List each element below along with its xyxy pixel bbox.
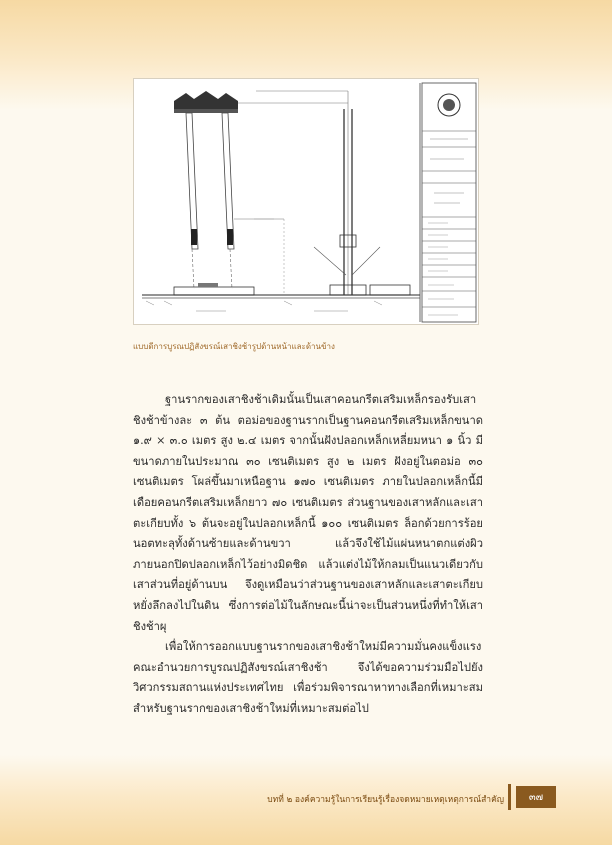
chapter-footer: บทที่ ๒ องค์ความรู้ในการเรียนรู้เรื่องจดหมายเหตุเหตุการณ์สำคัญ xyxy=(267,795,504,805)
figure-caption: แบบดีการบูรณปฏิสังขรณ์เสาชิงช้ารูปด้านหน้าและด้านข้าง xyxy=(133,342,335,351)
page-number: ๓๗ xyxy=(516,786,556,808)
architectural-drawing xyxy=(133,78,479,325)
paragraph-2: เพื่อให้การออกแบบฐานรากของเสาชิงช้าใหม่มีความมั่นคงแข็งแรง คณะอำนวยการบูรณปฏิสังขรณ์เสาชิงช้า จึงได้ขอความร่วมมือไปยังวิศวกรรมสถานแห่งประเทศไทย เพื่อร่วมพิจารณาหาทางเลือกที่เหมาะสมสำหรับฐานรากของเสาชิงช้าใหม่ที่เหมาะสมต่อไป xyxy=(133,640,483,715)
body-text xyxy=(133,390,483,720)
drawing-svg xyxy=(134,79,480,326)
paragraph-1: ฐานรากของเสาชิงช้าเดิมนั้นเป็นเสาคอนกรีตเสริมเหล็กรองรับเสาชิงช้าข้างละ ๓ ต้น ตอม่อของฐานรากเป็นฐานคอนกรีตเสริมเหล็กขนาด ๑.๙ × ๓.๐ เมตร สูง ๒.๔ เมตร จากนั้นฝังปลอกเหล็กเหลี่ยมหนา ๑ นิ้ว มีขนาดภายในประมาณ ๓๐ เซนติเมตร สูง ๒ เมตร ฝังอยู่ในตอม่อ ๓๐ เซนติเมตร โผล่ขึ้นมาเหนือฐาน ๑๗๐ เซนติเมตร ภายในปลอกเหล็กนี้มีเดือยคอนกรีตเสริมเหล็กยาว ๗๐ เซนติเมตร ส่วนฐานของเสาหลักและเสาตะเกียบทั้ง ๖ ต้นจะอยู่ในปลอกเหล็กนี้ ๑๐๐ เซนติเมตร ล็อกด้วยการร้อยนอตทะลุทั้งด้านซ้ายและด้านขวา แล้วจึงใช้ไม้แผ่นหนาตกแต่งผิวภายนอกปิดปลอกเหล็กไว้อย่างมิดชิด แล้วแต่งไม้ให้กลมเป็นแนวเดียวกับเสาส่วนที่อยู่ด้านบน จึงดูเหมือนว่าส่วนฐานของเสาหลักและเสาตะเกียบหยั่งลึกลงไปในดิน ซึ่งการต่อไม้ในลักษณะนี้น่าจะเป็นส่วนหนึ่งที่ทำให้เสาชิงช้าผุ xyxy=(133,393,483,633)
footer-divider xyxy=(508,784,511,810)
